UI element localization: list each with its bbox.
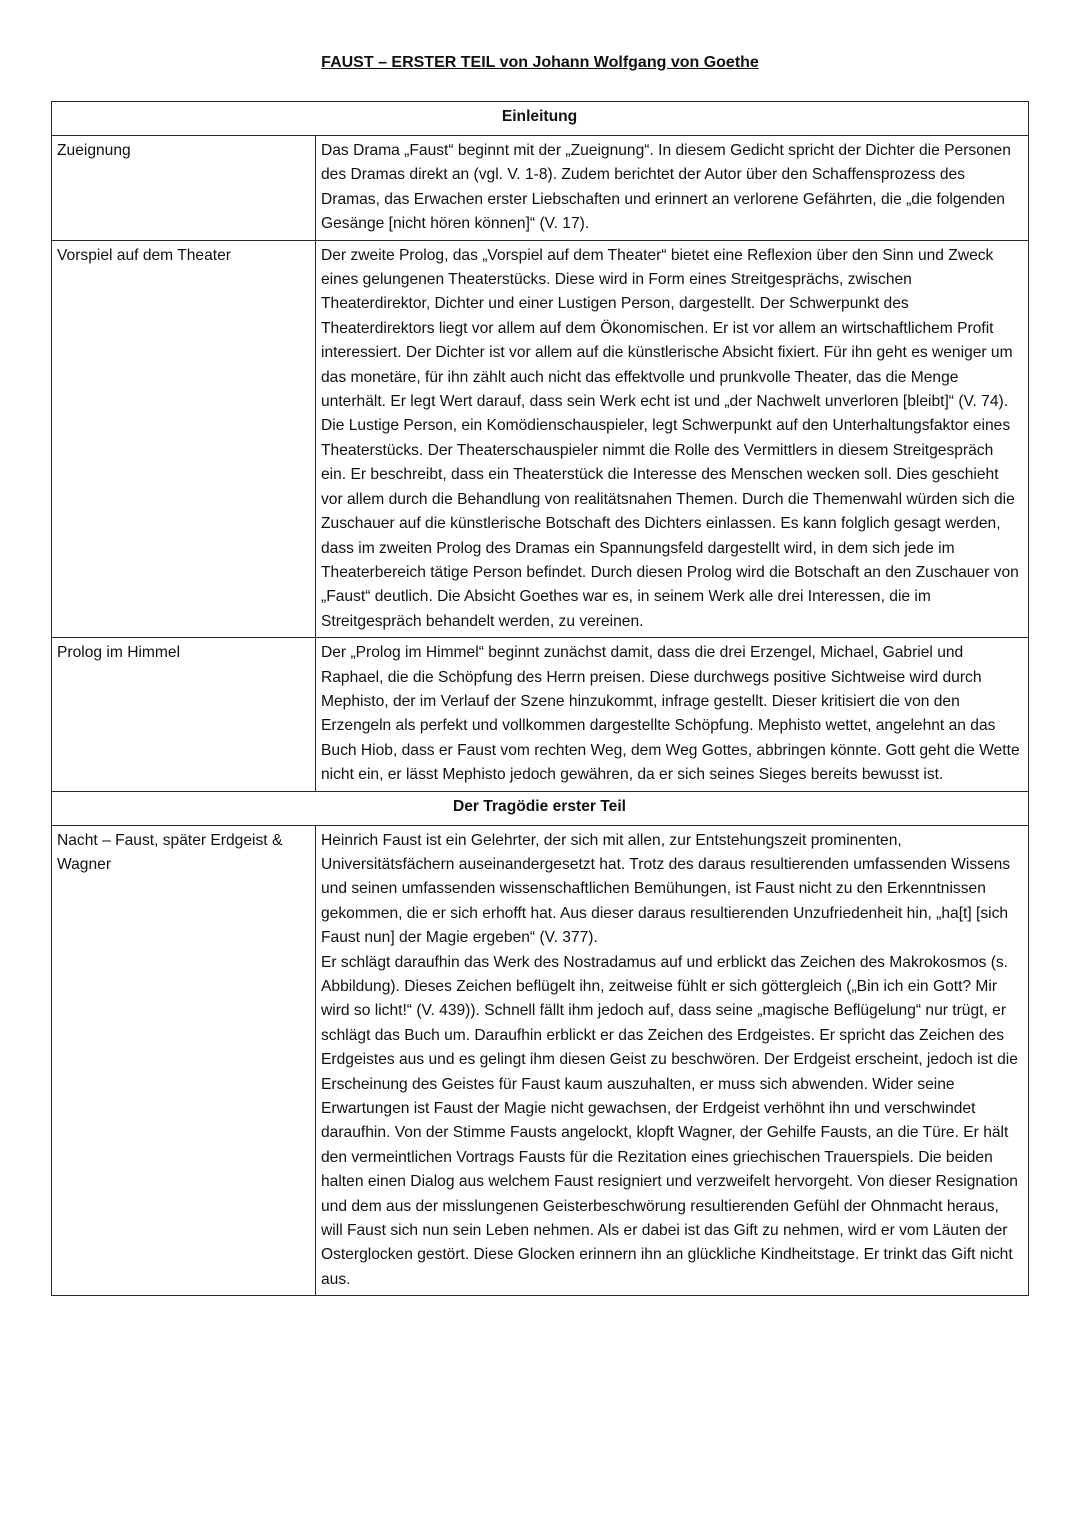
table-row bbox=[52, 136, 1029, 241]
section-header-row bbox=[52, 791, 1029, 825]
summary-paragraph: Heinrich Faust ist ein Gelehrter, der sich mit allen, zur Entstehungszeit prominenten, Universitätsfächern auseinandergesetzt hat. Trotz des daraus resultierenden umfassenden Wissens und seinen umfassenden wissenschaftlichen Bemühungen, ist Faust nicht zu den Erkenntnissen gekommen, die er sich erhofft hat. Aus dieser daraus resultierenden Unzufriedenheit hin, „ha[t] [sich Faust nun] der Magie ergeben“ (V. 377). bbox=[321, 831, 1011, 947]
document-title: FAUST – ERSTER TEIL von Johann Wolfgang von Goethe bbox=[321, 54, 759, 71]
scene-label-vorspiel: Vorspiel auf dem Theater bbox=[52, 240, 316, 638]
table-row bbox=[52, 825, 1029, 1296]
scene-summary-prolog-im-himmel bbox=[316, 638, 1029, 791]
scene-label-nacht: Nacht – Faust, später Erdgeist & Wagner bbox=[52, 825, 316, 1296]
section-header-tragoedie: Der Tragödie erster Teil bbox=[52, 791, 1029, 825]
scene-label-zueignung: Zueignung bbox=[52, 136, 316, 241]
summary-paragraph: Er schlägt daraufhin das Werk des Nostradamus auf und erblickt das Zeichen des Makrokosmos (s. Abbildung). Dieses Zeichen beflügelt ihn, zeitweise fühlt er sich göttergleich („Bin ich ein Gott? Mir wird so licht!“ (V. 439)). Schnell fällt ihm jedoch auf, dass seine „magische Beflügelung“ nur trügt, er schlägt das Buch um. Daraufhin erblickt er das Zeichen des Erdgeistes. Er spricht das Zeichen des Erdgeistes aus und es gelingt ihm diesen Geist zu beschwören. Der Erdgeist erscheint, jedoch ist die Erscheinung des Geistes für Faust kaum auszuhalten, er muss sich abwenden. Wider seine Erwartungen ist Faust der Magie nicht gewachsen, der Erdgeist verhöhnt ihn und verschwindet daraufhin. Von der Stimme Fausts angelockt, klopft Wagner, der Gehilfe Fausts, an die Türe. Er hält den vermeintlichen Vortrags Fausts für die Rezitation eines griechischen Trauerspiels. Die beiden halten einen Dialog aus welchem Faust resigniert und verzweifelt hervorgeht. Von dieser Resignation und dem aus der misslungenen Geisterbeschwörung resultierenden Gefühl der Ohnmacht heraus, will Faust sich nun sein Leben nehmen. Als er dabei ist das Gift zu nehmen, wird er vom Läuten der Osterglocken gestört. Diese Glocken erinnern ihn an glückliche Kindheitstage. Er trinkt das Gift nicht aus. bbox=[321, 953, 1018, 1288]
scene-label-prolog-im-himmel: Prolog im Himmel bbox=[52, 638, 316, 791]
scene-summary-nacht bbox=[316, 825, 1029, 1296]
scene-summary-zueignung bbox=[316, 136, 1029, 241]
section-header-row bbox=[52, 102, 1029, 136]
scene-summary-vorspiel bbox=[316, 240, 1029, 638]
scene-summary-table bbox=[51, 101, 1029, 1296]
table-row bbox=[52, 240, 1029, 638]
summary-paragraph: Der zweite Prolog, das „Vorspiel auf dem Theater“ bietet eine Reflexion über den Sinn und Zweck eines gelungenen Theaterstücks. Diese wird in Form eines Streitgesprächs, zwischen Theaterdirektor, Dichter und einer Lustigen Person, dargestellt. Der Schwerpunkt des Theaterdirektors liegt vor allem auf dem Ökonomischen. Er ist vor allem an wirtschaftlichem Profit interessiert. Der Dichter ist vor allem auf die künstlerische Absicht fixiert. Für ihn geht es weniger um das monetäre, für ihn zählt auch nicht das effektvolle und prunkvolle Theater, das die Menge unterhält. Er legt Wert darauf, dass sein Werk echt ist und „der Nachwelt unverloren [bleibt]“ (V. 74). Die Lustige Person, ein Komödienschauspieler, legt Schwerpunkt auf den Unterhaltungsfaktor eines Theaterstücks. Der Theaterschauspieler nimmt die Rolle des Vermittlers in diesem Streitgespräch ein. Er beschreibt, dass ein Theaterstück die Interesse des Menschen wecken soll. Dies geschieht vor allem durch die Behandlung von realitätsnahen Themen. Durch die Themenwahl würden sich die Zuschauer auf die künstlerische Botschaft des Dichters einlassen. Es kann folglich gesagt werden, dass im zweiten Prolog des Dramas ein Spannungsfeld dargestellt wird, in dem sich jede im Theaterbereich tätige Person befindet. Durch diesen Prolog wird die Botschaft an den Zuschauer von „Faust“ deutlich. Die Absicht Goethes war es, in seinem Werk alle drei Interessen, die im Streitgespräch behandelt werden, zu vereinen. bbox=[321, 246, 1019, 630]
table-row bbox=[52, 638, 1029, 791]
summary-paragraph: Das Drama „Faust“ beginnt mit der „Zueignung“. In diesem Gedicht spricht der Dichter die Personen des Dramas direkt an (vgl. V. 1-8). Zudem berichtet der Autor über den Schaffensprozess des Dramas, das Erwachen erster Liebschaften und erinnert an verlorene Gefährten, die „die folgenden Gesänge [nicht hören können]“ (V. 17). bbox=[321, 142, 1011, 233]
summary-paragraph: Der „Prolog im Himmel“ beginnt zunächst damit, dass die drei Erzengel, Michael, Gabriel und Raphael, die die Schöpfung des Herrn preisen. Diese durchwegs positive Sichtweise wird durch Mephisto, der im Verlauf der Szene hinzukommt, infrage gestellt. Dieser kritisiert die von den Erzengeln als perfekt und vollkommen dargestellte Schöpfung. Mephisto wettet, angelehnt an das Buch Hiob, dass er Faust vom rechten Weg, dem Weg Gottes, abbringen könnte. Gott geht die Wette nicht ein, er lässt Mephisto jedoch gewähren, da er sich seines Sieges bereits bewusst ist. bbox=[321, 644, 1020, 784]
section-header-einleitung: Einleitung bbox=[52, 102, 1029, 136]
